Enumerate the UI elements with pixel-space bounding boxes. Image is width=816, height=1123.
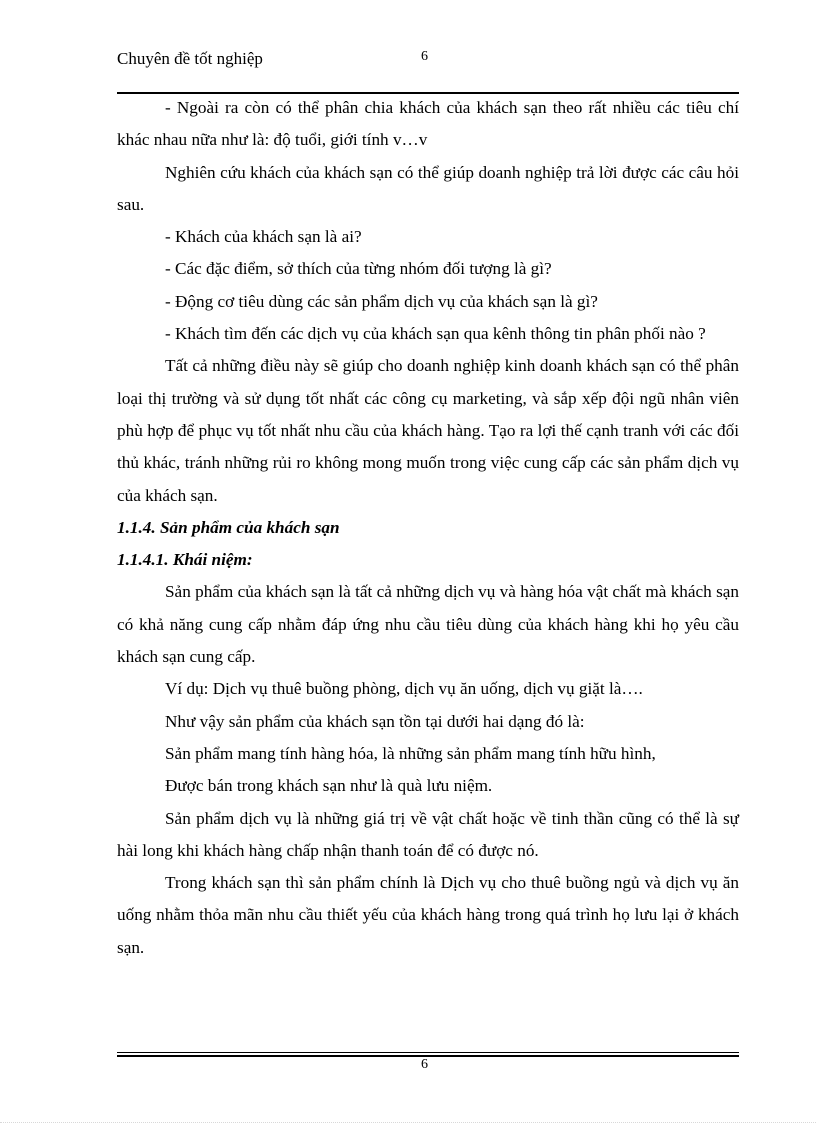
paragraph-customer-criteria: - Ngoài ra còn có thể phân chia khách của khách sạn theo rất nhiều các tiêu chí khác nhau nữa như là: độ tuổi, giới tính v…v <box>117 98 739 150</box>
section-heading: 1.1.4. Sản phẩm của khách sạn <box>117 517 340 537</box>
paragraph-example: Ví dụ: Dịch vụ thuê buồng phòng, dịch vụ ăn uống, dịch vụ giặt là…. <box>165 679 643 699</box>
paragraph-definition: Sản phẩm của khách sạn là tất cả những dịch vụ và hàng hóa vật chất mà khách sạn có khả năng cung cấp nhằm đáp ứng nhu cầu tiêu dùng của khách hàng khi họ yêu cầu khách sạn cung cấp. <box>117 582 739 667</box>
footer-page-number: 6 <box>421 1057 428 1072</box>
question-who: - Khách của khách sạn là ai? <box>165 227 362 247</box>
paragraph-benefits: Tất cả những điều này sẽ giúp cho doanh nghiệp kinh doanh khách sạn có thể phân loại thị trường và sử dụng tốt nhất các công cụ marketing, và sắp xếp đội ngũ nhân viên phù hợp để phục vụ tốt nhất nhu cầu của khách hàng. Tạo ra lợi thế cạnh tranh với các đối thủ khác, tránh những rủi ro không mong muốn trong việc cung cấp các sản phẩm dịch vụ của khách sạn. <box>117 356 739 505</box>
document-body <box>117 92 739 964</box>
header-page-number: 6 <box>421 49 428 64</box>
paragraph-goods: Sản phẩm mang tính hàng hóa, là những sản phẩm mang tính hữu hình, <box>165 743 656 763</box>
paragraph-two-forms: Như vậy sản phẩm của khách sạn tồn tại dưới hai dạng đó là: <box>165 711 585 731</box>
question-channel: - Khách tìm đến các dịch vụ của khách sạn qua kênh thông tin phân phối nào ? <box>165 324 706 344</box>
paragraph-souvenir: Được bán trong khách sạn như là quà lưu niệm. <box>165 776 493 796</box>
footer-rule <box>117 1052 739 1053</box>
header-title: Chuyên đề tốt nghiệp <box>117 49 263 68</box>
paragraph-main-product: Trong khách sạn thì sản phẩm chính là Dịch vụ cho thuê buồng ngủ và dịch vụ ăn uống nhằm thỏa mãn nhu cầu thiết yếu của khách hàng trong quá trình họ lưu lại ở khách sạn. <box>117 873 739 957</box>
paragraph-services: Sản phẩm dịch vụ là những giá trị về vật chất hoặc về tinh thần cũng có thể là sự hài long khi khách hàng chấp nhận thanh toán để có được nó. <box>117 808 739 860</box>
question-characteristics: - Các đặc điểm, sở thích của từng nhóm đối tượng là gì? <box>165 259 552 279</box>
subsection-heading: 1.1.4.1. Khái niệm: <box>117 550 253 570</box>
footer-rule-thick <box>117 1055 739 1057</box>
question-motivation: - Động cơ tiêu dùng các sản phẩm dịch vụ của khách sạn là gì? <box>165 291 598 311</box>
paragraph-research-intro: Nghiên cứu khách của khách sạn có thể giúp doanh nghiệp trả lời được các câu hỏi sau. <box>117 162 739 214</box>
